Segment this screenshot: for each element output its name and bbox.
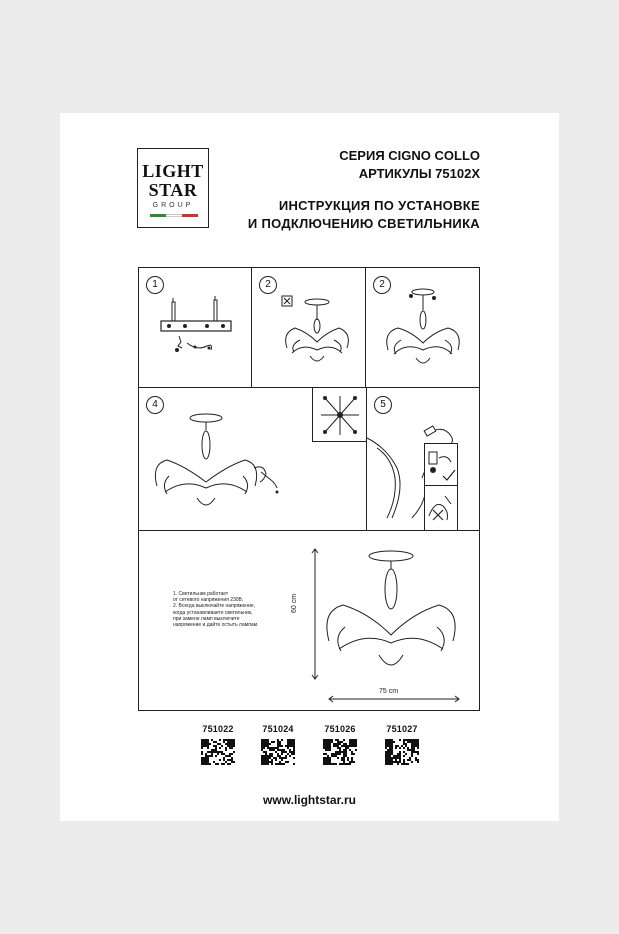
step-2b-panel (365, 267, 480, 388)
instruction-title (248, 197, 480, 233)
incorrect-handling-box (424, 485, 458, 531)
article-number: 751024 (262, 724, 294, 734)
check-icon (425, 444, 459, 487)
chandelier-icon (366, 268, 481, 389)
correct-handling-box (424, 443, 458, 486)
article-numbers: АРТИКУЛЫ 75102X (358, 166, 480, 181)
note-line: когда устанавливаете светильник, (173, 609, 253, 616)
article-qr-751022[interactable] (198, 724, 238, 765)
title-line-2: И ПОДКЛЮЧЕНИЮ СВЕТИЛЬНИКА (247, 216, 480, 231)
qr-code-icon (261, 739, 295, 765)
step-5-panel (366, 387, 480, 531)
wire-connector-icon (313, 388, 368, 443)
article-qr-751024[interactable] (258, 724, 298, 765)
series-heading (339, 147, 480, 183)
lightstar-logo (137, 148, 209, 228)
step-number: 2 (259, 276, 277, 294)
qr-code-icon (323, 739, 357, 765)
step-number: 4 (146, 396, 164, 414)
article-number: 751022 (202, 724, 234, 734)
wiring-detail-panel (312, 387, 367, 442)
qr-code-icon (385, 739, 419, 765)
step-1-panel (138, 267, 252, 388)
article-qr-751027[interactable] (382, 724, 422, 765)
logo-text-group: GROUP (152, 202, 194, 209)
article-number: 751027 (386, 724, 418, 734)
height-dimension: 60 cm (291, 593, 298, 613)
note-line: при замене ламп выключите (173, 615, 240, 622)
step-2a-panel (251, 267, 366, 388)
note-line: 1. Светильник работает (173, 591, 229, 597)
logo-text-light: LIGHT (142, 161, 204, 181)
article-qr-codes (60, 724, 559, 784)
dimensions-panel (138, 530, 480, 711)
series-name: СЕРИЯ CIGNO COLLO (339, 148, 480, 163)
logo-text-star: STAR (148, 180, 198, 200)
step-number: 2 (373, 276, 391, 294)
step-number: 1 (146, 276, 164, 294)
width-dimension: 75 cm (379, 688, 399, 695)
qr-code-icon (201, 739, 235, 765)
article-number: 751026 (324, 724, 356, 734)
website-link[interactable]: www.lightstar.ru (263, 793, 356, 807)
note-line: напряжение и дайте остыть лампам. (173, 622, 259, 629)
title-line-1: ИНСТРУКЦИЯ ПО УСТАНОВКЕ (278, 198, 480, 213)
safety-notes (173, 591, 283, 628)
cross-icon (425, 486, 459, 532)
mounting-bracket-icon (139, 268, 253, 389)
italian-flag-stripe (150, 214, 198, 217)
article-qr-751026[interactable] (320, 724, 360, 765)
note-line: от сетевого напряжения 230В. (173, 597, 244, 604)
instruction-diagram-grid (138, 267, 480, 711)
chandelier-icon (252, 268, 367, 389)
step-number: 5 (374, 396, 392, 414)
instruction-sheet (60, 113, 559, 821)
note-line: 2. Всегда выключайте напряжение, (173, 603, 256, 610)
